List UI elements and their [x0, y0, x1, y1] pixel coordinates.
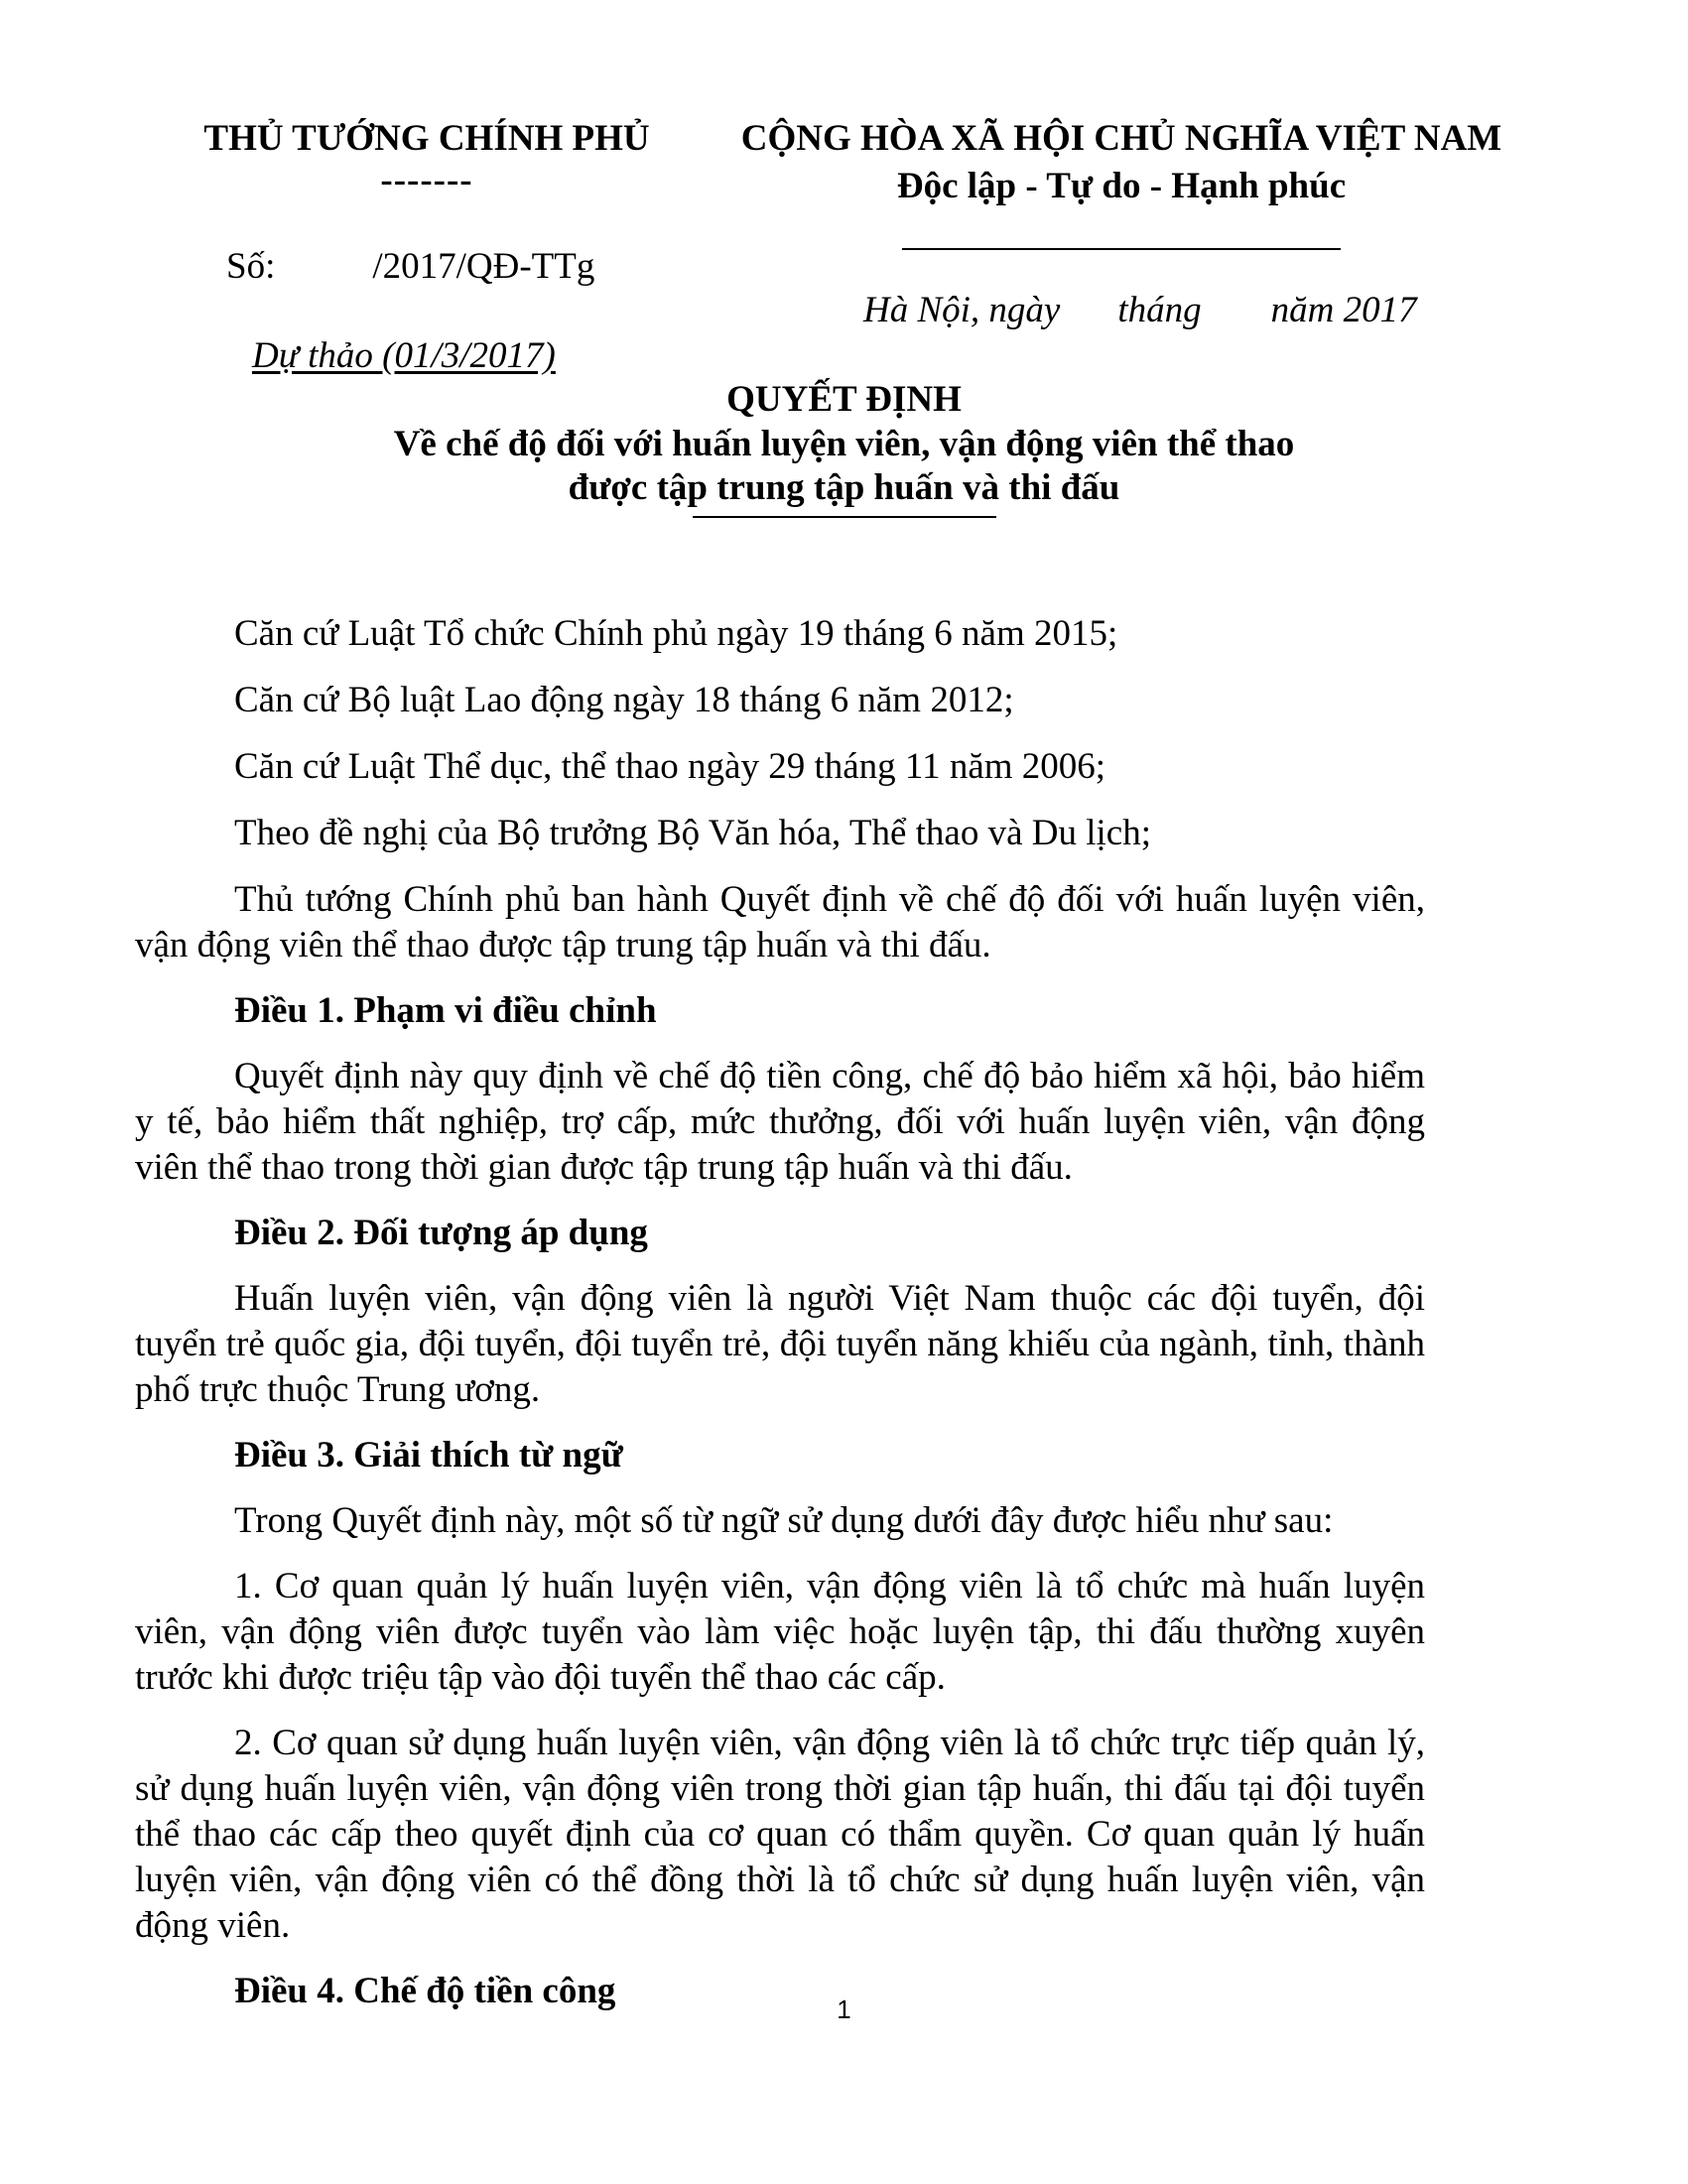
country-name: CỘNG HÒA XÃ HỘI CHỦ NGHĨA VIỆT NAM	[740, 118, 1502, 159]
document-type: QUYẾT ĐỊNH	[726, 379, 962, 420]
document-number-label: Số:	[226, 246, 276, 287]
document-subject-line1: Về chế độ đối với huấn luyện viên, vận động viên thể thao	[393, 424, 1295, 464]
document-number-value: /2017/QĐ-TTg	[372, 246, 595, 287]
document-title-block	[169, 377, 1519, 518]
national-title-block	[685, 115, 1558, 250]
legal-basis: Căn cứ Luật Thể dục, thể thao ngày 29 tháng 11 năm 2006;	[234, 746, 1106, 787]
document-body	[135, 611, 1524, 2034]
issuer-separator: -------	[380, 160, 473, 200]
issuer-name: THỦ TƯỚNG CHÍNH PHỦ	[203, 118, 650, 159]
article-2-text: Huấn luyện viên, vận động viên là người Việt Nam thuộc các đội tuyển, đội tuyển trẻ quốc gia, đội tuyển, đội tuyển trẻ, đội tuyển năng khiếu của ngành, tỉnh, thành phố trực thuộc Trung ương.	[135, 1278, 1425, 1410]
place-date	[863, 288, 1417, 333]
page-number: 1	[837, 1994, 851, 2024]
document-number	[226, 244, 594, 290]
place-day: Hà Nội, ngày	[863, 290, 1061, 330]
article-2-heading: Điều 2. Đối tượng áp dụng	[234, 1213, 648, 1253]
draft-note: Dự thảo (01/3/2017)	[252, 335, 556, 376]
article-3-item-1: 1. Cơ quan quản lý huấn luyện viên, vận động viên là tổ chức mà huấn luyện viên, vận động viên được tuyển vào làm việc hoặc luyện tập, thi đấu thường xuyên trước khi được triệu tập vào đội tuyển thể thao các cấp.	[135, 1566, 1425, 1698]
title-underline	[693, 516, 996, 518]
article-3-item-2: 2. Cơ quan sử dụng huấn luyện viên, vận động viên là tổ chức trực tiếp quản lý, sử dụng huấn luyện viên, vận động viên trong thời gian tập huấn, thi đấu tại đội tuyển thể thao các cấp theo quyết định của cơ quan có thẩm quyền. Cơ quan quản lý huấn luyện viên, vận động viên có thể đồng thời là tổ chức sử dụng huấn luyện viên, vận động viên.	[135, 1723, 1425, 1946]
issuer-block	[169, 115, 685, 198]
article-3-heading: Điều 3. Giải thích từ ngữ	[234, 1435, 623, 1476]
article-4-heading: Điều 4. Chế độ tiền công	[234, 1971, 616, 2011]
date-year: năm 2017	[1270, 290, 1417, 330]
national-motto: Độc lập - Tự do - Hạnh phúc	[896, 166, 1347, 206]
legal-basis: Căn cứ Bộ luật Lao động ngày 18 tháng 6 năm 2012;	[234, 680, 1014, 720]
legal-basis: Căn cứ Luật Tổ chức Chính phủ ngày 19 tháng 6 năm 2015;	[234, 613, 1118, 654]
motto-underline	[902, 248, 1341, 250]
article-1-heading: Điều 1. Phạm vi điều chỉnh	[234, 990, 657, 1031]
article-1-text: Quyết định này quy định về chế độ tiền công, chế độ bảo hiểm xã hội, bảo hiểm y tế, bảo hiểm thất nghiệp, trợ cấp, mức thưởng, đối với huấn luyện viên, vận động viên thể thao trong thời gian được tập trung tập huấn và thi đấu.	[135, 1056, 1425, 1188]
legal-basis: Theo đề nghị của Bộ trưởng Bộ Văn hóa, Thể thao và Du lịch;	[234, 813, 1152, 853]
date-month: tháng	[1117, 290, 1202, 330]
document-subject-line2: được tập trung tập huấn và thi đấu	[568, 467, 1120, 508]
preamble: Thủ tướng Chính phủ ban hành Quyết định về chế độ đối với huấn luyện viên, vận động viên thể thao được tập trung tập huấn và thi đấu.	[135, 879, 1425, 965]
article-3-intro: Trong Quyết định này, một số từ ngữ sử dụng dưới đây được hiểu như sau:	[234, 1500, 1334, 1541]
